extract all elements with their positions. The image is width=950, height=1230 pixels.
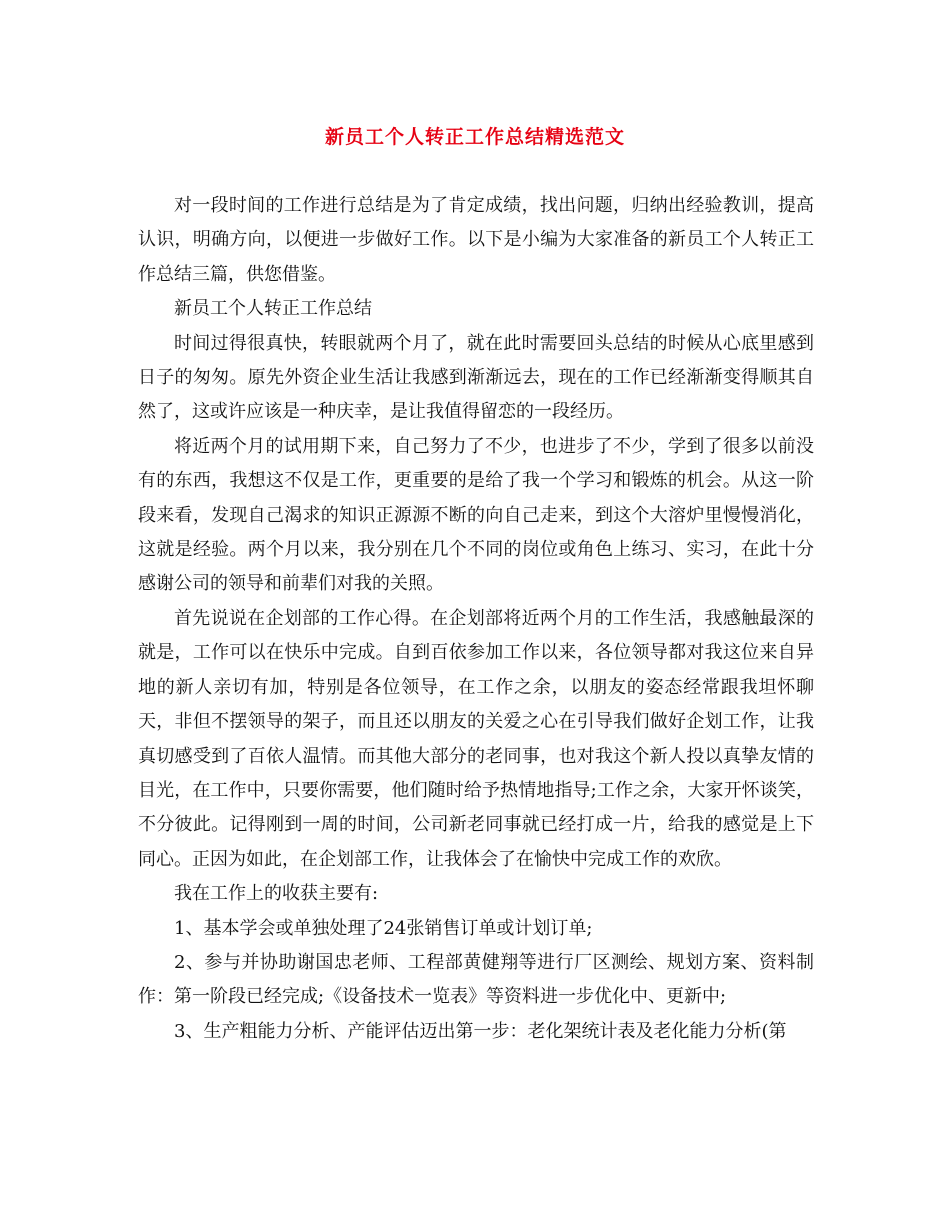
body-paragraph: 时间过得很真快，转眼就两个月了，就在此时需要回头总结的时候从心底里感到日子的匆匆。原先外资企业生活让我感到渐渐远去，现在的工作已经渐渐变得顺其自然了，这或许应该是一种庆幸，是让我值得留恋的一段经历。 <box>138 332 814 423</box>
document-body <box>138 189 814 1049</box>
intro-paragraph: 对一段时间的工作进行总结是为了肯定成绩，找出问题，归纳出经验教训，提高认识，明确方向，以便进一步做好工作。以下是小编为大家准备的新员工个人转正工作总结三篇，供您借鉴。 <box>138 195 814 285</box>
list-item: 2、参与并协助谢国忠老师、工程部黄健翔等进行厂区测绘、规划方案、资料制作：第一阶段已经完成;《设备技术一览表》等资料进一步优化中、更新中; <box>138 951 814 1008</box>
body-paragraph: 首先说说在企划部的工作心得。在企划部将近两个月的工作生活，我感触最深的就是，工作可以在快乐中完成。自到百依参加工作以来，各位领导都对我这位来自异地的新人亲切有加，特别是各位领导，在工作之余，以朋友的姿态经常跟我坦怀聊天，非但不摆领导的架子，而且还以朋友的关爱之心在引导我们做好企划工作，让我真切感受到了百依人温情。而其他大部分的老同事，也对我这个新人投以真挚友情的目光，在工作中，只要你需要，他们随时给予热情地指导;工作之余，大家开怀谈笑，不分彼此。记得刚到一周的时间，公司新老同事就已经打成一片，给我的感觉是上下同心。正因为如此，在企划部工作，让我体会了在愉快中完成工作的欢欣。 <box>138 607 814 870</box>
list-item: 3、生产粗能力分析、产能评估迈出第一步：老化架统计表及老化能力分析(第 <box>174 1020 787 1042</box>
list-intro: 我在工作上的收获主要有: <box>174 883 379 905</box>
document-title: 新员工个人转正工作总结精选范文 <box>324 126 625 148</box>
body-paragraph: 将近两个月的试用期下来，自己努力了不少，也进步了不少，学到了很多以前没有的东西，我想这不仅是工作，更重要的是给了我一个学习和锻炼的机会。从这一阶段来看，发现自己渴求的知识正源源不断的向自己走来，到这个大溶炉里慢慢消化，这就是经验。两个月以来，我分别在几个不同的岗位或角色上练习、实习，在此十分感谢公司的领导和前辈们对我的关照。 <box>138 435 814 595</box>
list-item: 1、基本学会或单独处理了24张销售订单或计划订单; <box>174 917 593 939</box>
section-heading: 新员工个人转正工作总结 <box>174 298 372 320</box>
